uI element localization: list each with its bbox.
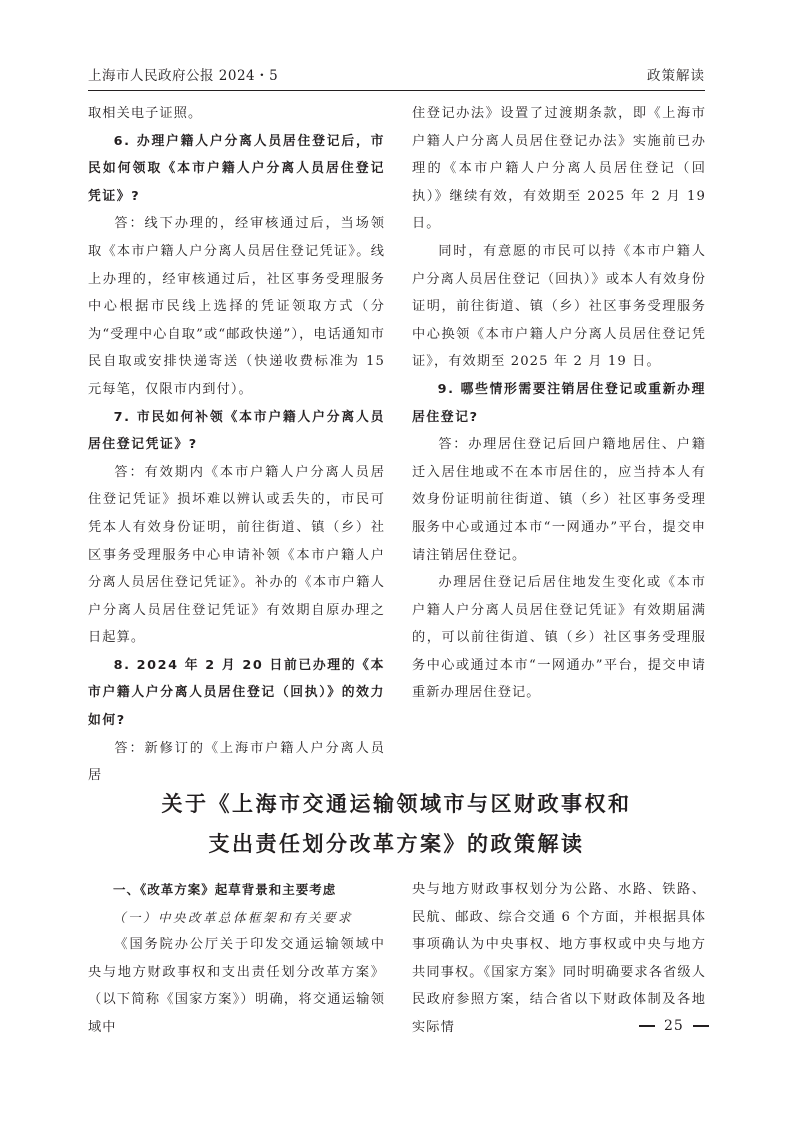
journal-title: 上海市人民政府公报 2024・5 [88, 68, 279, 84]
question-7: 7. 市民如何补领《本市户籍人户分离人员居住登记凭证》? [88, 409, 385, 453]
paragraph: 取相关电子证照。 [88, 106, 203, 121]
subsection-heading: （一）中央改革总体框架和有关要求 [113, 909, 354, 925]
answer-9: 答：办理居住登记后回户籍地居住、户籍迁入居住地或不在本市居住的，应当持本人有效身份证明前往街道、镇（乡）社区事务受理服务中心或通过本市“一网通办”平台，提交申请注销居住登记。 [412, 437, 706, 563]
answer-8-start: 答：新修订的《上海市户籍人户分离人员居 [88, 740, 385, 784]
page-header [88, 62, 705, 91]
page-number-text: 25 [664, 1018, 684, 1034]
article-title-line-1: 关于《上海市交通运输领域市与区财政事权和 [161, 792, 632, 816]
paragraph: 《国务院办公厅关于印发交通运输领域中央与地方财政事权和支出责任划分改革方案》（以下简称《国家方案》）明确，将交通运输领域中 [88, 937, 385, 1035]
question-8: 8. 2024 年 2 月 20 日前已办理的《本市户籍人户分离人员居住登记（回执）》的效力如何? [88, 657, 385, 729]
answer-7: 答：有效期内《本市户籍人户分离人员居住登记凭证》损坏难以辨认或丢失的，市民可凭本人有效身份证明，前往街道、镇（乡）社区事务受理服务中心申请补领《本市户籍人户分离人员居住登记凭证》。补办的《本市户籍人户分离人员居住登记凭证》有效期自原办理之日起算。 [88, 464, 385, 646]
answer-6: 答：线下办理的，经审核通过后，当场领取《本市户籍人户分离人员居住登记凭证》。线上办理的，经审核通过后，社区事务受理服务中心根据市民线上选择的凭证领取方式（分为“受理中心自取”或“邮政快递”），电话通知市民自取或安排快递寄送（快递收费标准为 15 元每笔，仅限市内到付）。 [88, 216, 385, 397]
answer-8-continued: 住登记办法》设置了过渡期条款，即《上海市户籍人户分离人员居住登记办法》实施前已办理的《本市户籍人户分离人员居住登记（回执）》继续有效，有效期至 2025 年 2 月 19 日。 [412, 106, 706, 232]
bottom-right-column [412, 876, 706, 1042]
dash-left [639, 1025, 655, 1027]
bottom-left-column [88, 876, 385, 1042]
section-label: 政策解读 [647, 68, 705, 84]
page-number [630, 1018, 718, 1034]
paragraph: 央与地方财政事权划分为公路、水路、铁路、民航、邮政、综合交通 6 个方面，并根据具体事项确认为中央事权、地方事权或中央与地方共同事权。《国家方案》同时明确要求各省级人民政府参照方案，结合省以下财政体制及各地实际情 [412, 882, 706, 1035]
question-6: 6. 办理户籍人户分离人员居住登记后，市民如何领取《本市户籍人户分离人员居住登记凭证》? [88, 133, 385, 204]
article-title-line-2: 支出责任划分改革方案》的政策解读 [208, 832, 585, 856]
article-title [100, 784, 693, 864]
paragraph: 同时，有意愿的市民可以持《本市户籍人户分离人员居住登记（回执）》或本人有效身份证明，前往街道、镇（乡）社区事务受理服务中心换领《本市户籍人户分离人员居住登记凭证》，有效期至 2025 年 2 月 19 日。 [412, 243, 706, 370]
question-9: 9. 哪些情形需要注销居住登记或重新办理居住登记? [412, 381, 706, 425]
section-heading: 一、《改革方案》起草背景和主要考虑 [113, 882, 337, 897]
top-left-column [88, 100, 385, 790]
top-right-column [412, 100, 706, 707]
paragraph: 办理居住登记后居住地发生变化或《本市户籍人户分离人员居住登记凭证》有效期届满的，可以前往街道、镇（乡）社区事务受理服务中心或通过本市“一网通办”平台，提交申请重新办理居住登记。 [412, 575, 706, 701]
dash-right [693, 1025, 709, 1027]
